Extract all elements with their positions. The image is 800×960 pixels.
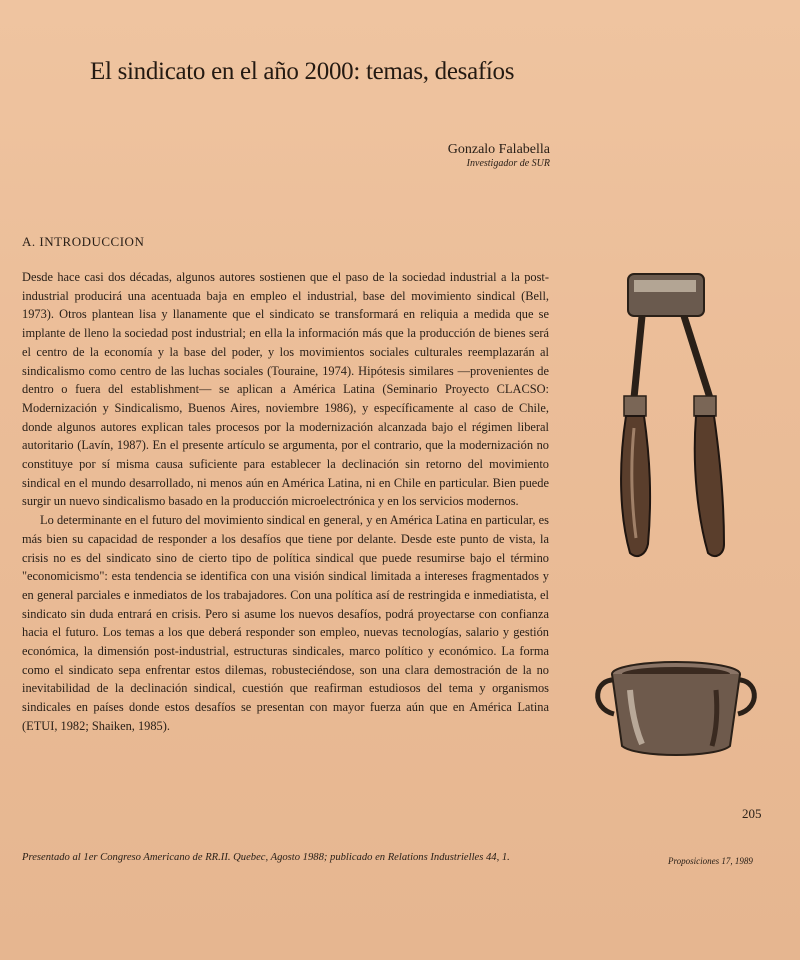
author-role: Investigador de SUR (466, 158, 550, 169)
footnote: Presentado al 1er Congreso Americano de RR.II. Quebec, Agosto 1988; publicado en Relations Industrielles 44, 1. (22, 852, 510, 863)
author-block (420, 142, 550, 169)
paragraph: Lo determinante en el futuro del movimiento sindical en general, y en América Latina en particular, es más bien su capacidad de responder a los desafíos que tiene por delante. Desde este punto de vista, la crisis no es del sindicato sino de cierto tipo de política sindical que puede resumirse bajo el término "economicismo": esta tendencia se identifica con una visión sindical limitada a intereses fragmentados y en general parciales e inmediatos de los trabajadores. Con una política así de restringida e inmediatista, el sindicato sin duda entrará en crisis. Pero si asume los nuevos desafíos, podrá proyectarse con confianza hacia el futuro. Los temas a los que deberá responder son empleo, nuevas tecnologías, salario y gestión económica, la dimensión post-industrial, estructuras sindicales, marco político y económico. La forma como el sindicato sepa enfrentar estos dilemas, robusteciéndose, son una clara demostración de la no inevitabilidad de la declinación sindical, cuestión que reafirman estudiosos del tema y organismos sindicales en países donde estos desafíos se presentan con mayor fuerza aún que en América Latina (ETUI, 1982; Shaiken, 1985). (22, 513, 549, 733)
paragraph: Desde hace casi dos décadas, algunos autores sostienen que el paso de la sociedad industrial a la post-industrial producirá una acentuada baja en empleo el industrial, base del movimiento sindical (Bell, 1973). Otros plantean lisa y llanamente que el sindicato se transformará en reliquia a medida que se implante de lleno la sociedad post industrial; en ella la información más que la producción de bienes será el centro de la economía y la base del poder, y los movimientos sociales culturales reemplazarán al sindicalismo como centro de las luchas sociales (Touraine, 1974). Hipótesis similares —provenientes de dentro o fuera del establishment— se aplican a América Latina (Seminario Proyecto CLACSO: Modernización y Sindicalismo, Buenos Aires, noviembre 1986), y específicamente al caso de Chile, donde algunos autores explican tales procesos por la modernización alcanzada bajo el régimen liberal autoritario (Lavín, 1987). En el presente artículo se argumenta, por el contrario, que la modernización no constituye por sí misma causa suficiente para establecer la declinación sin retorno del movimiento sindical en el mundo desarrollado, ni menos aún en América Latina, ni en Chile en particular. Bien puede surgir un nuevo sindicalismo basado en la producción microelectrónica y en los servicios modernos. (22, 270, 549, 509)
article-title: El sindicato en el año 2000: temas, desafíos (90, 58, 515, 85)
section-heading: A. INTRODUCCION (22, 234, 145, 249)
shears-icon (612, 268, 742, 568)
pot-icon (586, 650, 766, 770)
publication-note: Proposiciones 17, 1989 (668, 856, 753, 866)
page-number: 205 (742, 806, 762, 821)
author-name: Gonzalo Falabella (447, 142, 550, 157)
article-body (22, 268, 549, 736)
